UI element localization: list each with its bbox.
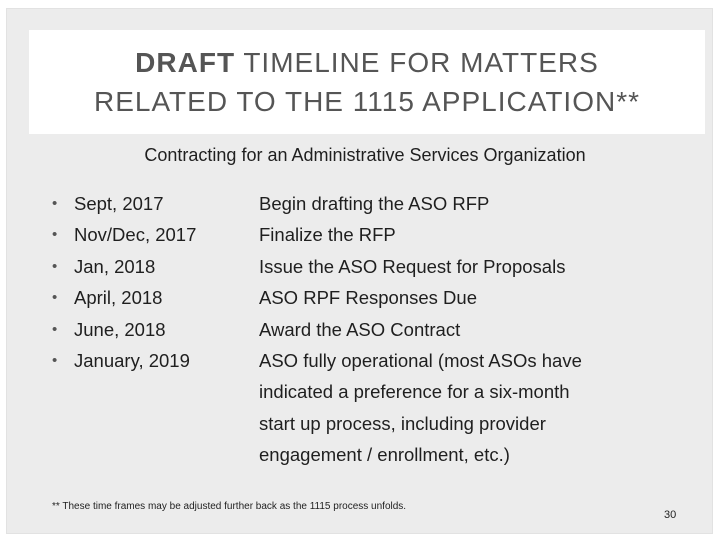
title-box [29, 30, 705, 134]
date-label: January, 2019 [74, 350, 190, 372]
title-bold-word: DRAFT [135, 47, 236, 78]
date-item [52, 345, 196, 376]
date-list [52, 188, 196, 376]
event-line: start up process, including provider [259, 412, 546, 434]
event-line: Begin drafting the ASO RFP [259, 193, 490, 214]
footnote: ** These time frames may be adjusted further back as the 1115 process unfolds. [52, 501, 407, 512]
date-item [52, 219, 196, 250]
date-label: June, 2018 [74, 318, 166, 340]
event-line: ASO fully operational (most ASOs have [259, 350, 582, 372]
title-line-1 [135, 43, 599, 82]
bullet-icon: • [52, 257, 58, 275]
event-line: Finalize the RFP [259, 224, 396, 246]
date-label: April, 2018 [74, 287, 163, 309]
date-item [52, 314, 196, 345]
event-list [259, 188, 679, 471]
bullet-icon: • [52, 289, 58, 307]
date-item [52, 251, 196, 282]
bullet-icon: • [52, 352, 58, 370]
event-line: ASO RPF Responses Due [259, 287, 477, 309]
title-line-1-rest: TIMELINE FOR MATTERS [235, 47, 599, 78]
date-label: Jan, 2018 [74, 255, 156, 277]
date-item [52, 188, 196, 219]
bullet-icon: • [52, 320, 58, 338]
date-label: Nov/Dec, 2017 [74, 224, 197, 246]
date-label: Sept, 2017 [74, 193, 164, 214]
event-line: engagement / enrollment, etc.) [259, 444, 510, 466]
date-item [52, 282, 196, 313]
bullet-icon: • [52, 226, 58, 244]
title-line-2: RELATED TO THE 1115 APPLICATION** [93, 86, 640, 117]
bullet-icon: • [52, 195, 58, 212]
page-number: 30 [664, 509, 677, 521]
event-line: Issue the ASO Request for Proposals [259, 255, 566, 277]
event-line: indicated a preference for a six-month [259, 381, 570, 403]
subtitle: Contracting for an Administrative Services Organization [144, 145, 586, 165]
event-line: Award the ASO Contract [259, 318, 461, 340]
